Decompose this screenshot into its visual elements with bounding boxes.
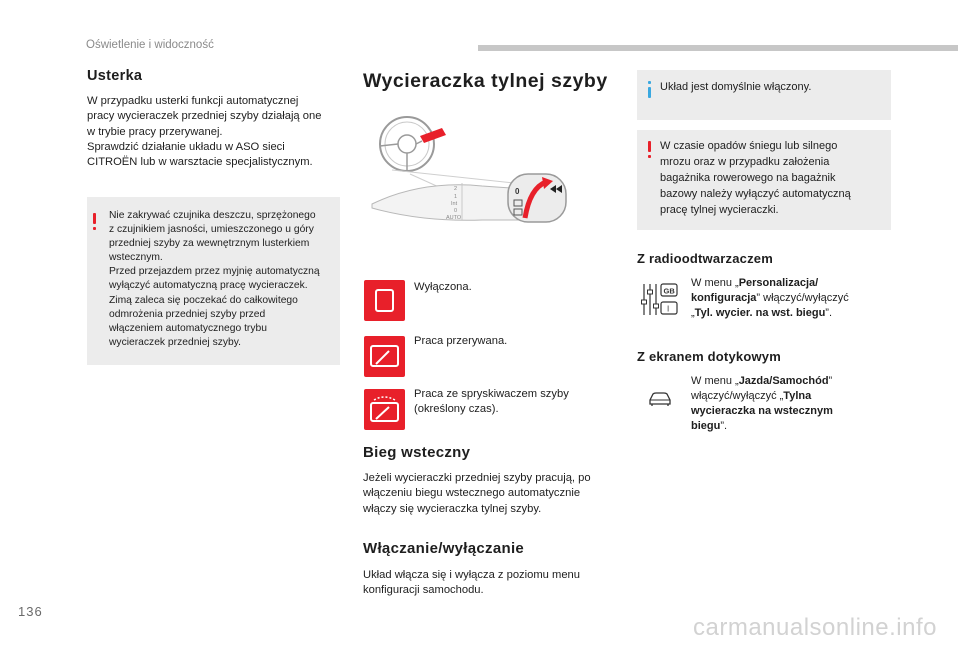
section-title: Oświetlenie i widoczność [86,39,214,51]
fault-line: CITROËN lub w warsztacie specjalistycznym. [87,156,313,169]
rear-wiper-heading: Wycieraczka tylnej szyby [363,70,608,92]
fault-line: pracy wycieraczek przedniej szyby działają one [87,110,322,123]
stalk-label: 0 [454,208,458,214]
onoff-heading: Włączanie/wyłączanie [363,540,525,557]
radio-heading: Z radioodtwarzaczem [637,251,773,266]
radio-instructions: W menu „Personalizacja/ konfiguracja” włączyć/wyłączyć „Tyl. wycier. na wst. biegu”. [691,277,849,319]
snow-warning-box [637,130,891,230]
fault-line: w trybie pracy przerywanej. [87,125,223,138]
default-info-text: Układ jest domyślnie włączony. [660,81,812,93]
default-info-box [637,70,891,120]
reverse-gear-heading: Bieg wsteczny [363,444,471,461]
onoff-body: Układ włącza się i wyłącza z poziomu menu konfiguracji samochodu. [363,569,580,597]
stalk-label: 2 [454,186,458,192]
fault-line: W przypadku usterki funkcji automatycznej [87,95,299,107]
stalk-label: 1 [454,194,458,200]
touchscreen-instructions: W menu „Jazda/Samochód” włączyć/wyłączyć „Tylna wycieraczka na wstecznym biegu”. [691,375,833,432]
rear-wiper-washer-icon [364,389,405,430]
watermark: carmanualsonline.info [693,614,937,641]
car-icon [647,391,673,407]
fault-line: Sprawdzić działanie układu w ASO sieci [87,140,285,153]
audio-settings-icon [640,282,678,317]
mode-intermittent-text: Praca przerywana. [414,335,508,347]
steering-wheel-icon [380,117,434,171]
page-number: 136 [18,604,43,619]
header-divider [478,45,958,51]
sensor-warning-text: Nie zakrywać czujnika deszczu, sprzężonego z czujnikiem jasności, umieszczonego u góry przedniej szyby za wewnętrznym lusterkiem wstecznym. Przed przejazdem przez myjnię automatyczną wyłączyć automatyczną pracę wycieraczek. Zimą zaleca się poczekać do całkowitego odmrożenia przedniej szyby przed włączeniem automatycznego trybu wycieraczek przedniej szyby. [109,210,320,348]
stalk-label: Int [451,201,458,207]
snow-warning-text: W czasie opadów śniegu lub silnego mrozu oraz w przypadku założenia bagażnika rowerowego na bagażnik bazowy należy wyłączyć automatyczną pracę tylnej wycieraczki. [660,140,851,216]
svg-text:0: 0 [515,187,520,196]
sensor-warning-box [87,197,340,365]
info-label: I [667,304,670,314]
fault-body [87,94,321,170]
stalk-detail [372,174,566,222]
wiper-stalk-illustration [362,108,608,253]
mode-washer-text: Praca ze spryskiwaczem szyby (określony czas). [414,388,569,416]
fault-heading: Usterka [87,68,143,84]
language-label: GB [663,286,675,296]
reverse-gear-body: Jeżeli wycieraczki przedniej szyby pracują, po włączeniu biegu wstecznego automatycznie włączy się wycieraczka tylnej szyby. [363,472,591,515]
stalk-label: AUTO [446,215,462,221]
rear-wiper-intermittent-icon [364,336,405,377]
rear-wiper-off-icon [364,280,405,321]
touchscreen-heading: Z ekranem dotykowym [637,349,781,364]
mode-off-text: Wyłączona. [414,281,472,293]
